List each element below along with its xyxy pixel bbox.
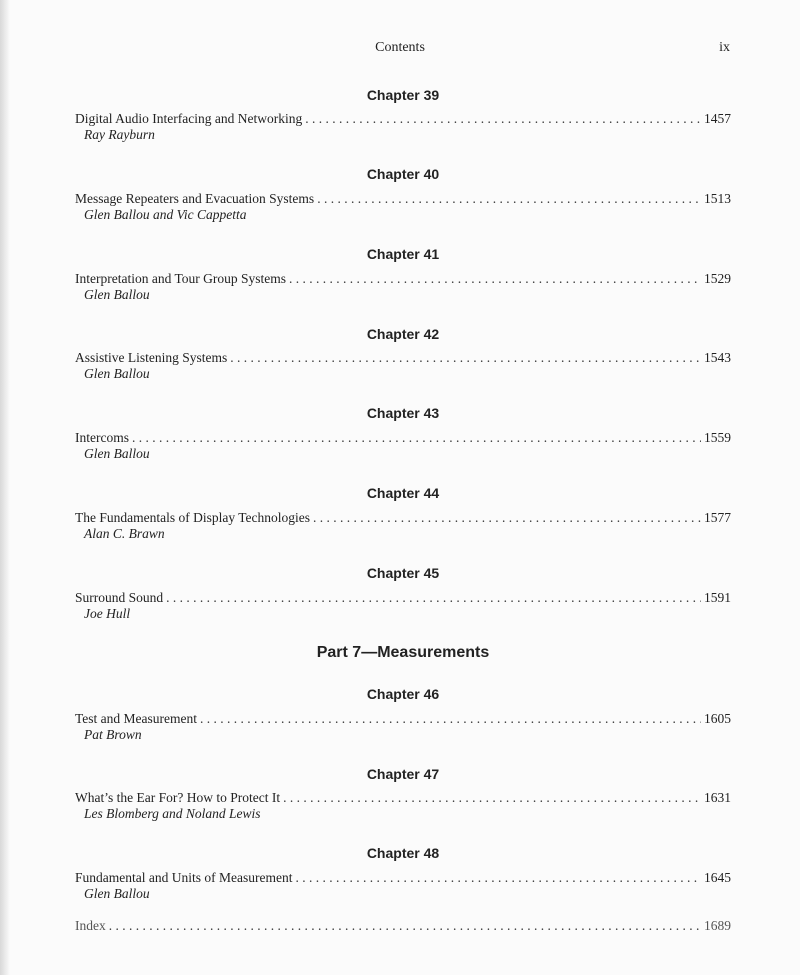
toc-entry[interactable]: [75, 590, 731, 622]
toc-entry[interactable]: [75, 111, 731, 143]
toc-entry[interactable]: [75, 191, 731, 223]
entry-page-number: 1513: [704, 191, 731, 206]
entry-page-number: 1543: [704, 350, 731, 365]
entry-author: Ray Rayburn: [84, 127, 155, 142]
dot-leader: [109, 918, 701, 934]
entry-page-number: 1529: [704, 271, 731, 286]
chapter-heading: Chapter 47: [366, 766, 440, 782]
chapter-heading: Chapter 40: [366, 166, 440, 182]
dot-leader: [289, 271, 701, 287]
dot-leader: [166, 590, 701, 606]
dot-leader: [132, 430, 701, 446]
dot-leader: [230, 350, 701, 366]
chapter-heading: Chapter 39: [366, 87, 440, 103]
chapter-heading: Chapter 44: [366, 485, 440, 501]
chapter-heading: Chapter 42: [366, 326, 440, 342]
entry-title: Digital Audio Interfacing and Networking: [75, 111, 303, 126]
chapter-heading: Chapter 41: [366, 246, 440, 262]
entry-author: Pat Brown: [84, 727, 142, 742]
toc-entry[interactable]: [75, 870, 731, 902]
running-head: Contents: [375, 40, 425, 55]
toc-entry[interactable]: [75, 510, 731, 542]
toc-entry[interactable]: [75, 711, 731, 743]
entry-title: Assistive Listening Systems: [75, 350, 228, 365]
entry-author: Glen Ballou: [84, 446, 150, 461]
chapter-heading: Chapter 43: [366, 405, 440, 421]
entry-author: Les Blomberg and Noland Lewis: [84, 806, 261, 821]
part-heading: Part 7—Measurements: [316, 644, 490, 661]
page-number: ix: [719, 40, 730, 55]
entry-page-number: 1457: [704, 111, 731, 126]
entry-title: Surround Sound: [75, 590, 164, 605]
entry-title: What’s the Ear For? How to Protect It: [75, 790, 281, 805]
entry-title: The Fundamentals of Display Technologies: [75, 510, 311, 525]
entry-title: Fundamental and Units of Measurement: [75, 870, 293, 885]
entry-page-number: 1591: [704, 590, 731, 605]
entry-author: Glen Ballou: [84, 886, 150, 901]
entry-title: Index: [75, 918, 106, 933]
entry-page-number: 1645: [704, 870, 731, 885]
entry-title: Interpretation and Tour Group Systems: [75, 271, 287, 286]
entry-title: Test and Measurement: [75, 711, 198, 726]
entry-author: Alan C. Brawn: [84, 526, 165, 541]
toc-entry[interactable]: [75, 271, 731, 303]
dot-leader: [283, 790, 701, 806]
toc-entry[interactable]: [75, 350, 731, 382]
dot-leader: [295, 870, 701, 886]
toc-entry[interactable]: [75, 790, 731, 822]
entry-page-number: 1689: [704, 918, 731, 933]
entry-author: Glen Ballou and Vic Cappetta: [84, 207, 247, 222]
chapter-heading: Chapter 45: [366, 565, 440, 581]
toc-entry-index[interactable]: [75, 918, 731, 934]
entry-title: Message Repeaters and Evacuation Systems: [75, 191, 315, 206]
entry-author: Glen Ballou: [84, 287, 150, 302]
entry-title: Intercoms: [75, 430, 129, 445]
dot-leader: [305, 111, 701, 127]
entry-page-number: 1631: [704, 790, 731, 805]
dot-leader: [200, 711, 701, 727]
entry-page-number: 1559: [704, 430, 731, 445]
chapter-heading: Chapter 46: [366, 686, 440, 702]
entry-page-number: 1605: [704, 711, 731, 726]
dot-leader: [313, 510, 701, 526]
entry-author: Joe Hull: [84, 606, 131, 621]
entry-page-number: 1577: [704, 510, 731, 525]
dot-leader: [317, 191, 701, 207]
toc-entry[interactable]: [75, 430, 731, 462]
chapter-heading: Chapter 48: [366, 845, 440, 861]
entry-author: Glen Ballou: [84, 366, 150, 381]
